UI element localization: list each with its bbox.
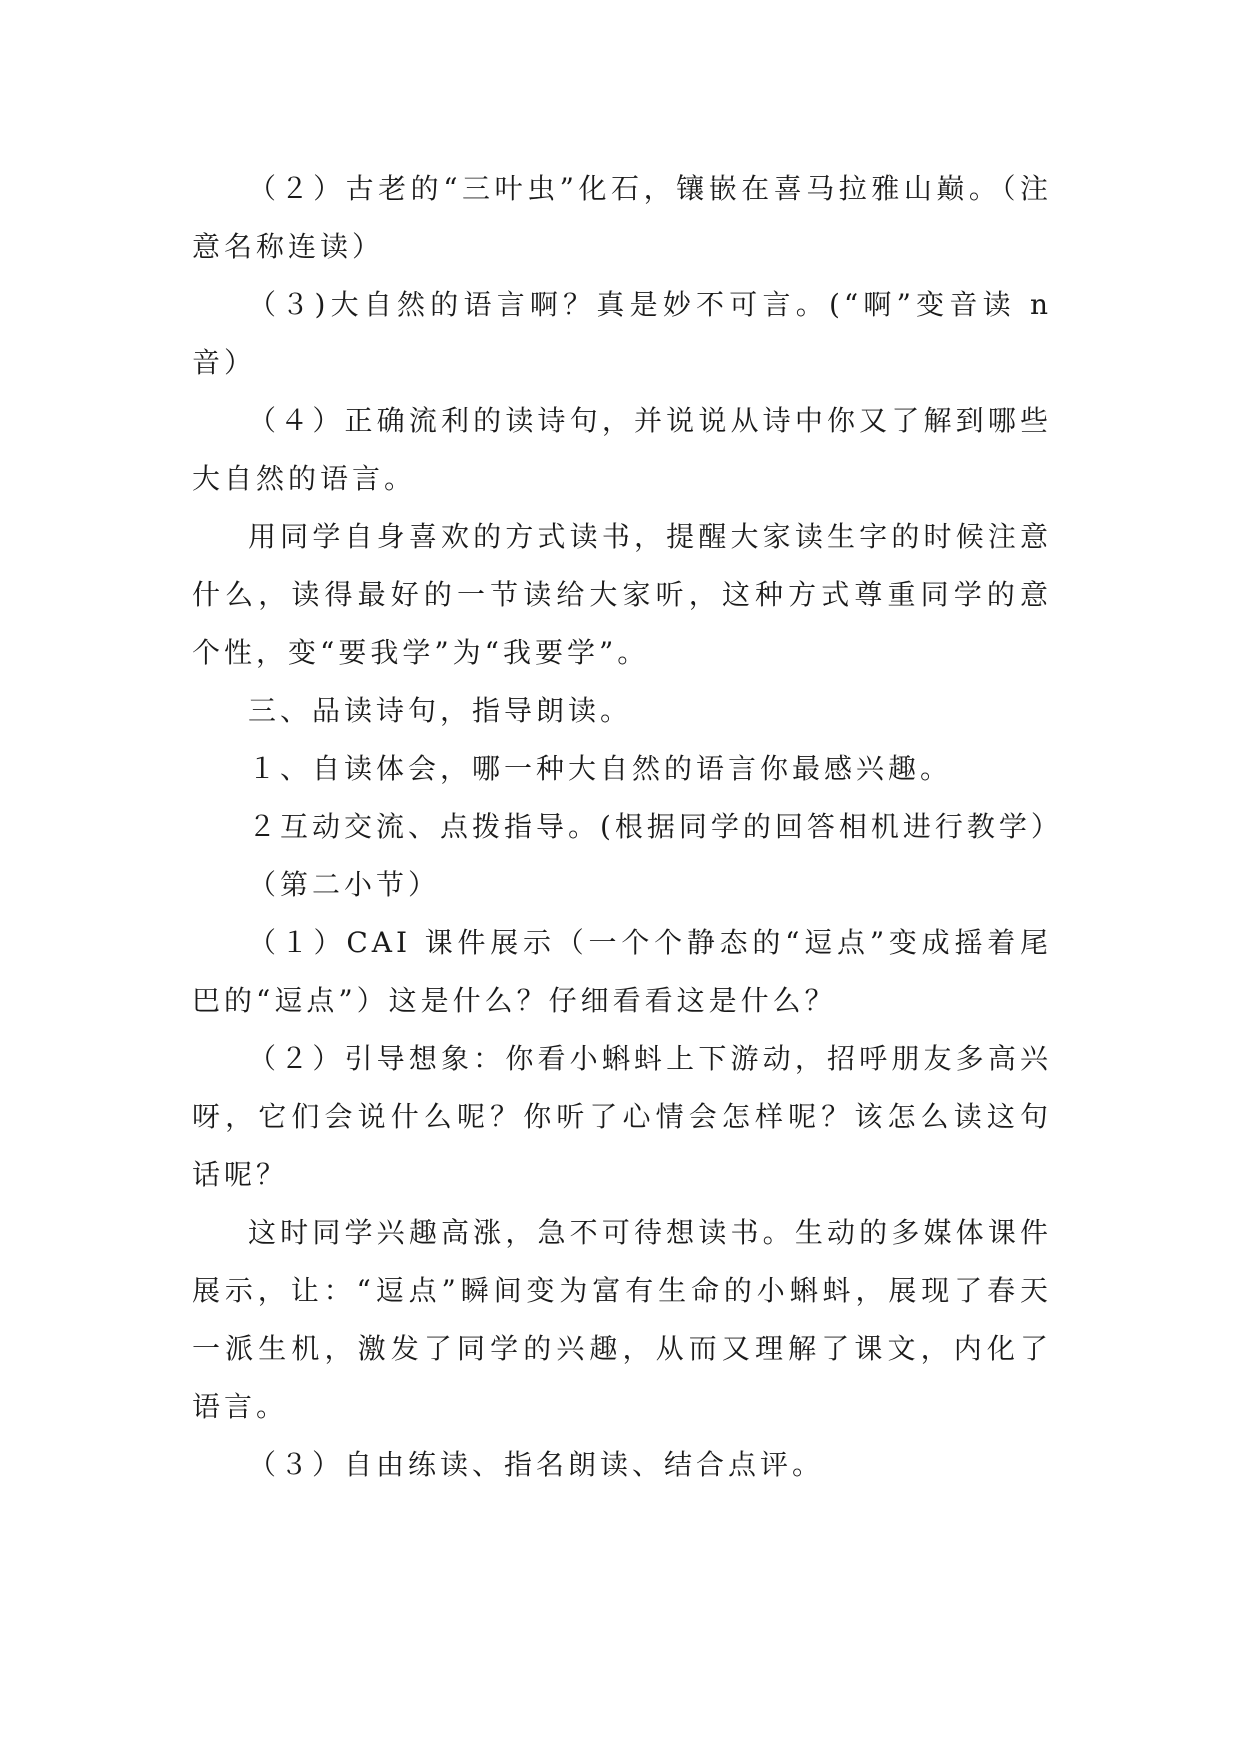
paragraph-multimedia: 这时同学兴趣高涨，急不可待想读书。生动的多媒体课件展示，让：“逗点”瞬间变为富有生命的小蝌蚪，展现了春天一派生机，激发了同学的兴趣，从而又理解了课文，内化了语言。 [192, 1216, 1052, 1423]
paragraph-cai-1: （１）CAI 课件展示（一个个静态的“逗点”变成摇着尾巴的“逗点”）这是什么？仔细看看这是什么？ [192, 926, 1052, 1017]
step-one: １、自读体会，哪一种大自然的语言你最感兴趣。 [248, 752, 953, 785]
step-two: ２互动交流、点拨指导。(根据同学的回答相机进行教学） [248, 810, 1063, 843]
subsection-second: （第二小节） [248, 868, 441, 901]
paragraph-item-4: （４）正确流利的读诗句，并说说从诗中你又了解到哪些大自然的语言。 [192, 404, 1052, 495]
paragraph-imagine-2: （２）引导想象：你看小蝌蚪上下游动，招呼朋友多高兴呀，它们会说什么呢？你听了心情会怎样呢？该怎么读这句话呢？ [192, 1042, 1052, 1191]
section-heading-three: 三、品读诗句，指导朗读。 [248, 694, 633, 727]
paragraph-reading-method: 用同学自身喜欢的方式读书，提醒大家读生字的时候注意什么，读得最好的一节读给大家听，这种方式尊重同学的意个性，变“要我学”为“我要学”。 [192, 520, 1052, 669]
paragraph-item-3: （３)大自然的语言啊？真是妙不可言。(“啊”变音读 n 音） [192, 288, 1052, 379]
document-body [192, 160, 1063, 1494]
paragraph-practice-3: （３）自由练读、指名朗读、结合点评。 [248, 1448, 825, 1481]
paragraph-item-2: （２）古老的“三叶虫”化石，镶嵌在喜马拉雅山巅。（注意名称连读） [192, 172, 1052, 263]
